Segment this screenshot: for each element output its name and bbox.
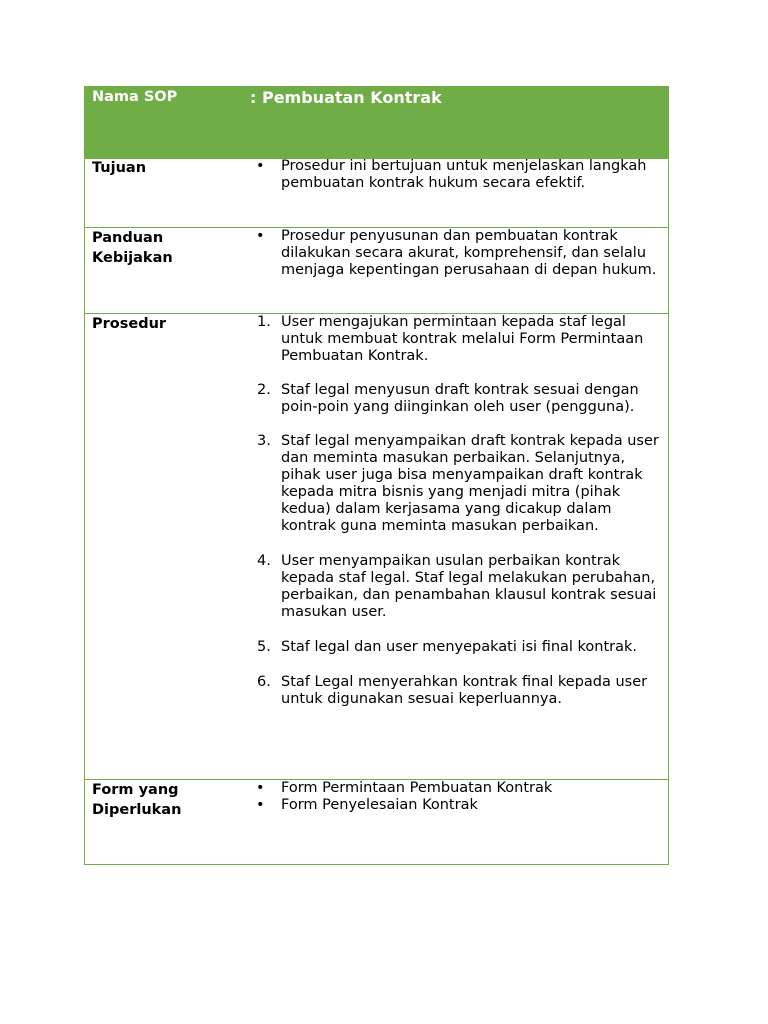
panduan-label-line1: Panduan [92,230,164,246]
step-text: Staf legal menyampaikan draft kontrak kepada user dan meminta masukan perbaikan. Selanjutnya, pihak user juga bisa menyampaikan draft kontrak kepada mitra bisnis yang menjadi mitra (pihak kedua) dalam kerjasama yang dicakup dalam kontrak guna meminta masukan perbaikan. [281,433,659,534]
list-item [250,382,662,416]
sop-name-value: : Pembuatan Kontrak [250,88,442,107]
step-number: 3. [257,433,271,449]
panduan-text: Prosedur penyusunan dan pembuatan kontrak dilakukan secara akurat, komprehensif, dan selalu menjaga kepentingan perusahaan di depan hukum. [281,228,657,278]
list-item [250,314,662,365]
form-row [85,779,668,864]
bullet-icon: • [256,228,265,244]
list-item [250,674,662,708]
step-number: 6. [257,674,271,690]
tujuan-label: Tujuan [92,160,147,176]
panduan-content [250,228,668,313]
panduan-label [85,228,250,313]
step-text: User mengajukan permintaan kepada staf legal untuk membuat kontrak melalui Form Permintaan Pembuatan Kontrak. [281,314,644,364]
list-item [250,797,662,814]
step-number: 2. [257,382,271,398]
list-item [250,158,662,192]
step-text: Staf legal dan user menyepakati isi final kontrak. [281,639,638,655]
sop-name-label: Nama SOP [92,89,178,105]
step-text: Staf legal menyusun draft kontrak sesuai dengan poin-poin yang diinginkan oleh user (pengguna). [281,382,639,415]
sop-table [84,86,669,865]
form-text: Form Penyelesaian Kontrak [281,797,478,813]
step-number: 4. [257,553,271,569]
list-item [250,433,662,535]
step-number: 5. [257,639,271,655]
form-label-line1: Form yang [92,782,179,798]
form-label-line2: Diperlukan [92,802,182,818]
step-text: Staf Legal menyerahkan kontrak final kepada user untuk digunakan sesuai keperluannya. [281,674,648,707]
form-text: Form Permintaan Pembuatan Kontrak [281,780,553,796]
tujuan-content [250,158,668,227]
prosedur-content [250,314,668,779]
form-content [250,780,668,864]
list-item [250,228,662,279]
step-number: 1. [257,314,271,330]
list-item [250,553,662,621]
tujuan-text: Prosedur ini bertujuan untuk menjelaskan langkah pembuatan kontrak hukum secara efektif. [281,158,647,191]
bullet-icon: • [256,780,265,796]
list-item [250,639,662,656]
bullet-icon: • [256,158,265,174]
prosedur-label: Prosedur [92,316,167,332]
tujuan-row [85,158,668,227]
panduan-row [85,227,668,313]
step-text: User menyampaikan usulan perbaikan kontrak kepada staf legal. Staf legal melakukan perubahan, perbaikan, dan penambahan klausul kontrak sesuai masukan user. [281,553,657,620]
panduan-label-line2: Kebijakan [92,250,173,266]
bullet-icon: • [256,797,265,813]
form-label [85,780,250,864]
sop-header-row [85,87,668,158]
prosedur-row [85,313,668,779]
list-item [250,780,662,797]
